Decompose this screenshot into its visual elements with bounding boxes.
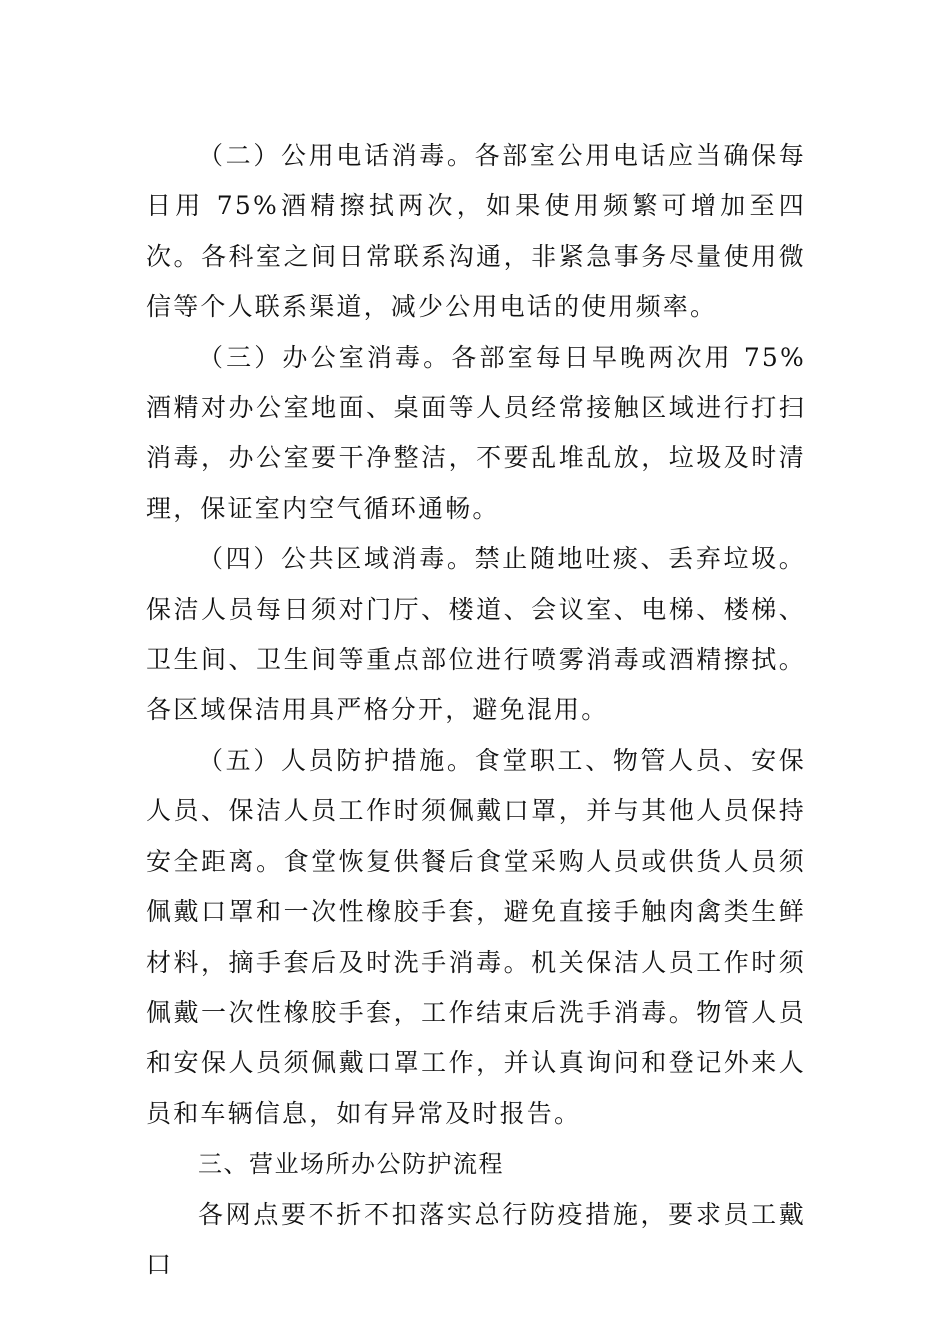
paragraph-personnel-protection: （五）人员防护措施。食堂职工、物管人员、安保人员、保洁人员工作时须佩戴口罩，并与其他人员保持安全距离。食堂恢复供餐后食堂采购人员或供货人员须佩戴口罩和一次性橡胶手套，避免直接手触肉禽类生鲜材料，摘手套后及时洗手消毒。机关保洁人员工作时须佩戴一次性橡胶手套，工作结束后洗手消毒。物管人员和安保人员须佩戴口罩工作，并认真询问和登记外来人员和车辆信息，如有异常及时报告。 [146,745,806,1128]
paragraph-branch-measures: 各网点要不折不扣落实总行防疫措施，要求员工戴口 [146,1199,806,1279]
document-body [146,131,806,1290]
paragraph-phone-disinfection: （二）公用电话消毒。各部室公用电话应当确保每日用 75%酒精擦拭两次，如果使用频繁可增加至四次。各科室之间日常联系沟通，非紧急事务尽量使用微信等个人联系渠道，减少公用电话的使用频率。 [146,141,806,322]
paragraph-office-disinfection: （三）办公室消毒。各部室每日早晚两次用 75%酒精对办公室地面、桌面等人员经常接触区域进行打扫消毒，办公室要干净整洁，不要乱堆乱放，垃圾及时清理，保证室内空气循环通畅。 [146,342,806,523]
section-heading: 三、营业场所办公防护流程 [198,1150,504,1179]
paragraph-public-area-disinfection: （四）公共区域消毒。禁止随地吐痰、丢弃垃圾。保洁人员每日须对门厅、楼道、会议室、电梯、楼梯、卫生间、卫生间等重点部位进行喷雾消毒或酒精擦拭。各区域保洁用具严格分开，避免混用。 [146,544,806,725]
